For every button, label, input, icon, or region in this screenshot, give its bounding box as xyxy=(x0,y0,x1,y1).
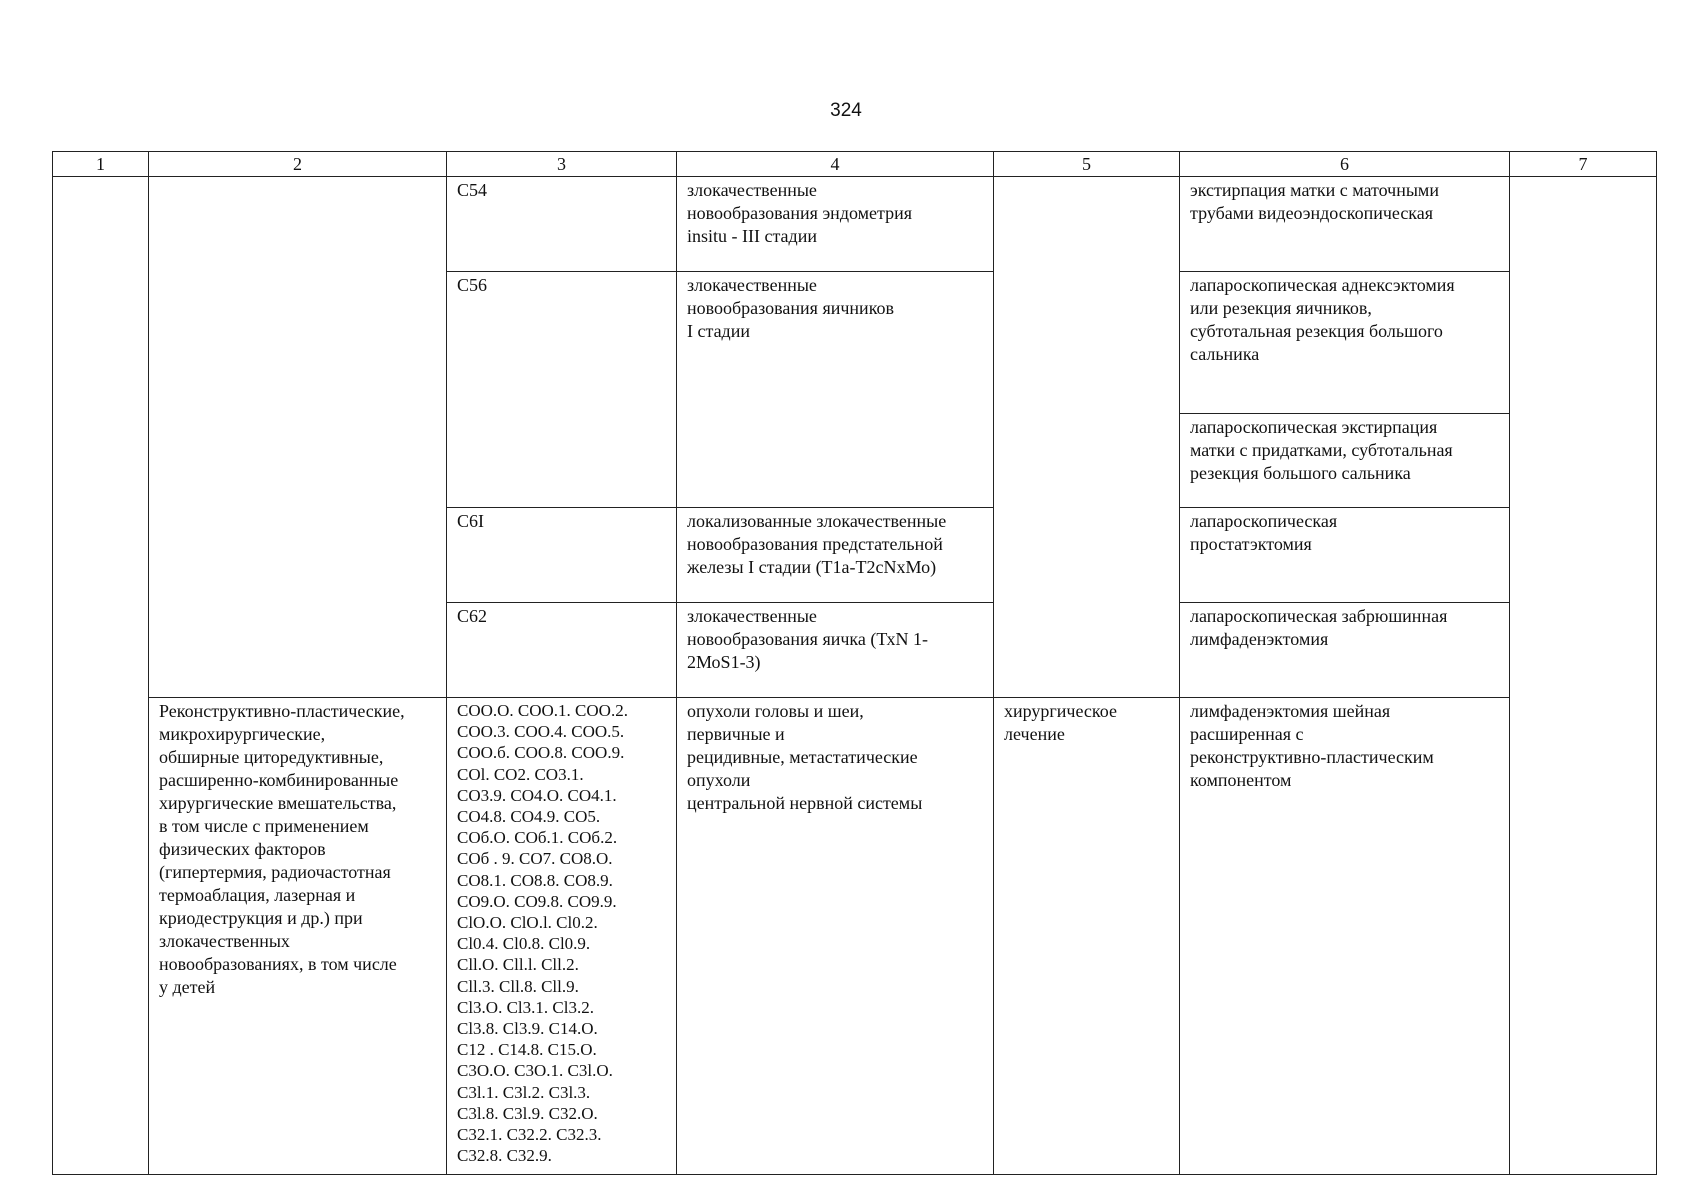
page-number: 324 xyxy=(830,100,862,121)
column-header: 7 xyxy=(1510,152,1657,177)
icd-code-cell: С54 xyxy=(447,177,677,272)
diagnosis-cell: злокачественные новообразования эндометрия insitu - III стадии xyxy=(677,177,994,272)
treatment-method-cell: лапароскопическая простатэктомия xyxy=(1180,508,1510,603)
icd-code-cell: СОО.О. СОО.1. СОО.2. СОО.3. СОО.4. СОО.5. СОО.б. СОО.8. СОО.9. СОl. СО2. СО3.1. СО3.9. СО4.О. СО4.1. СО4.8. СО4.9. СО5. СОб.О. СОб.1. СОб.2. СОб . 9. СО7. СО8.О. СО8.1. СО8.8. СО8.9. СО9.О. СО9.8. СО9.9. СlО.О. СlО.l. Сl0.2. Сl0.4. Сl0.8. Сl0.9. Сll.О. Сll.l. Сll.2. Сll.3. Сll.8. Сll.9. Сl3.О. Сl3.1. Сl3.2. Сl3.8. Сl3.9. С14.О. С12 . С14.8. С15.О. С3О.О. С3О.1. С3l.О. С3l.1. С3l.2. С3l.3. С3l.8. С3l.9. С32.О. С32.1. С32.2. С32.3. С32.8. С32.9. xyxy=(447,698,677,1175)
treatment-method-cell: лапароскопическая экстирпация матки с придатками, субтотальная резекция большого сальника xyxy=(1180,414,1510,508)
diagnosis-cell: локализованные злокачественные новообразования предстательной железы I стадии (Т1а-Т2сNхМо) xyxy=(677,508,994,603)
diagnosis-cell: злокачественные новообразования яичников I стадии xyxy=(677,272,994,508)
treatment-method-cell: лапароскопическая забрюшинная лимфаденэктомия xyxy=(1180,603,1510,698)
diagnosis-cell: злокачественные новообразования яичка (ТхN 1- 2МоS1-3) xyxy=(677,603,994,698)
column-header: 3 xyxy=(447,152,677,177)
medical-care-table xyxy=(52,151,1657,1175)
icd-code-cell: С56 xyxy=(447,272,677,508)
table-row xyxy=(53,177,1657,272)
treatment-type-cell xyxy=(994,177,1180,698)
table-header-row xyxy=(53,152,1657,177)
intervention-type-cell: Реконструктивно-пластические, микрохирургические, обширные циторедуктивные, расширенно-комбинированные хирургические вмешательства, в том числе с применением физических факторов (гипертермия, радиочастотная термоаблация, лазерная и криодеструкция и др.) при злокачественных новообразованиях, в том числе у детей xyxy=(149,698,447,1175)
table-row xyxy=(53,698,1657,1175)
icd-code-cell: С6I xyxy=(447,508,677,603)
treatment-type-cell: хирургическое лечение xyxy=(994,698,1180,1175)
icd-code-cell: С62 xyxy=(447,603,677,698)
column-header: 4 xyxy=(677,152,994,177)
intervention-type-cell xyxy=(149,177,447,698)
column-header: 6 xyxy=(1180,152,1510,177)
column-header: 1 xyxy=(53,152,149,177)
diagnosis-cell: опухоли головы и шеи, первичные и рецидивные, метастатические опухоли центральной нервной системы xyxy=(677,698,994,1175)
treatment-method-cell: лапароскопическая аднексэктомия или резекция яичников, субтотальная резекция большого сальника xyxy=(1180,272,1510,414)
treatment-method-cell: экстирпация матки с маточными трубами видеоэндоскопическая xyxy=(1180,177,1510,272)
treatment-method-cell: лимфаденэктомия шейная расширенная с реконструктивно-пластическим компонентом xyxy=(1180,698,1510,1175)
column-header: 5 xyxy=(994,152,1180,177)
column-7-cell xyxy=(1510,177,1657,1175)
column-1-cell xyxy=(53,177,149,1175)
column-header: 2 xyxy=(149,152,447,177)
